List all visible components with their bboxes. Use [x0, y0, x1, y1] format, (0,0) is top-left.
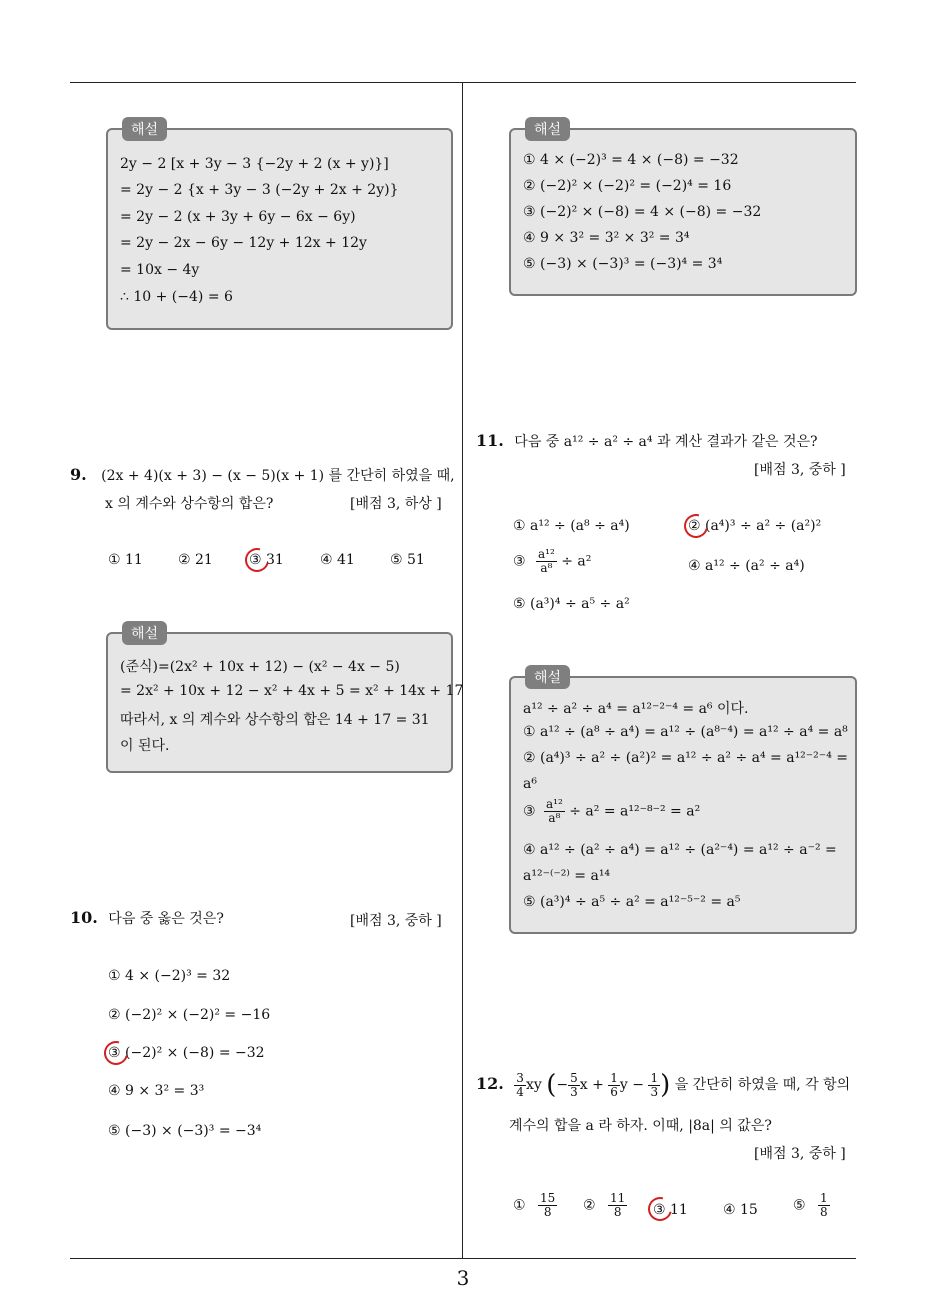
option-2[interactable] [583, 1192, 627, 1219]
option-2[interactable]: ② (a⁴)³ ÷ a² ÷ (a²)² [688, 518, 822, 534]
fraction-denominator: 8 [613, 1205, 622, 1219]
option-rest: ÷ a² [561, 553, 592, 570]
answer-circle-mark [644, 1193, 677, 1226]
solution-box-q9 [106, 626, 464, 773]
fraction-denominator: 3 [570, 1084, 578, 1099]
option-1[interactable]: ① a¹² ÷ (a⁸ ÷ a⁴) [513, 518, 630, 534]
page-number: 3 [456, 1266, 470, 1290]
option-3[interactable] [513, 548, 591, 575]
fraction [538, 1192, 557, 1219]
option-2[interactable]: ② (−2)² × (−2)² = −16 [108, 1007, 271, 1023]
bottom-rule [70, 1258, 856, 1259]
solution-line: ∴ 10 + (−4) = 6 [120, 289, 233, 305]
question-number: 10. [70, 908, 98, 927]
option-label: ② [583, 1197, 596, 1214]
fraction [818, 1192, 830, 1219]
question-points: [배점 3, 중하 ] [350, 913, 442, 929]
fraction-numerator: a¹² [546, 797, 563, 811]
minus-sign: − [556, 1077, 569, 1093]
fraction [568, 1072, 580, 1099]
option-2[interactable]: ② 21 [178, 552, 213, 568]
question-12: 12. $\frac{3}{4}$ xy (− $\frac{5}{3}$ x + $\frac{1}{6}$ y − $\frac{1}{3}$ ) 을 간단히 하였을 때, 각 항의 [476, 1070, 851, 1100]
fraction [648, 1072, 660, 1099]
solution-line: = 2x² + 10x + 12 − x² + 4x + 5 = x² + 14x + 17 [120, 683, 464, 699]
solution-line: a⁶ [523, 776, 537, 792]
solution-line: ④ a¹² ÷ (a² ÷ a⁴) = a¹² ÷ (a²⁻⁴) = a¹² ÷ a⁻² = [523, 842, 837, 858]
solution-line [523, 798, 700, 825]
option-5[interactable] [793, 1192, 830, 1219]
fraction-numerator: a¹² [538, 547, 555, 561]
fraction-numerator: 1 [650, 1070, 659, 1085]
option-4[interactable]: ④ 41 [320, 552, 355, 568]
option-4[interactable]: ④ a¹² ÷ (a² ÷ a⁴) [688, 558, 805, 574]
top-rule [70, 82, 856, 83]
solution-line: 이 된다. [120, 738, 170, 754]
question-term: xy [525, 1077, 542, 1093]
solution-line: ① 4 × (−2)³ = 4 × (−8) = −32 [523, 152, 739, 168]
solution-line: (준식)=(2x² + 10x + 12) − (x² − 4x − 5) [120, 659, 400, 675]
question-text: 다음 중 옳은 것은? [108, 911, 224, 927]
option-3[interactable]: ③ (−2)² × (−8) = −32 [108, 1045, 265, 1061]
fraction-numerator: 5 [570, 1070, 578, 1085]
solution-line: = 2y − 2 (x + 3y + 6y − 6x − 6y) [120, 209, 356, 225]
solution-line: a¹²⁻⁽⁻²⁾ = a¹⁴ [523, 868, 611, 884]
option-5[interactable]: ⑤ 51 [390, 552, 425, 568]
solution-box-q8 [106, 122, 453, 330]
option-3[interactable]: ③ 11 [653, 1202, 688, 1218]
question-points: [배점 3, 중하 ] [754, 462, 846, 478]
solution-line: = 2y − 2x − 6y − 12y + 12x + 12y [120, 235, 367, 251]
question-11 [476, 431, 818, 451]
solution-line: = 2y − 2 {x + 3y − 3 (−2y + 2x + 2y)} [120, 182, 399, 198]
solution-line: = 10x − 4y [120, 262, 200, 278]
fraction-numerator: 15 [540, 1191, 556, 1205]
question-term: x + [579, 1077, 604, 1093]
solution-box-q10 [509, 122, 857, 296]
fraction-numerator: 3 [516, 1070, 524, 1085]
question-number: 9. [70, 465, 87, 484]
question-text: 다음 중 a¹² ÷ a² ÷ a⁴ 과 계산 결과가 같은 것은? [514, 434, 818, 450]
fraction-numerator: 1 [820, 1191, 828, 1205]
question-9-line2: x 의 계수와 상수항의 합은? [105, 496, 274, 512]
option-5[interactable]: ⑤ (a³)⁴ ÷ a⁵ ÷ a² [513, 596, 630, 612]
option-label: ① [513, 1197, 526, 1214]
fraction [544, 798, 565, 825]
option-3[interactable]: ③ 31 [249, 552, 284, 568]
fraction-denominator: a⁸ [540, 561, 553, 575]
question-12-line2: 계수의 합을 a 라 하자. 이때, |8a| 의 값은? [509, 1118, 772, 1134]
fraction [608, 1192, 627, 1219]
fraction-denominator: 3 [650, 1084, 659, 1099]
answer-circle-mark [241, 544, 274, 577]
solution-line: ⑤ (−3) × (−3)³ = (−3)⁴ = 3⁴ [523, 256, 723, 272]
question-term: y − [619, 1077, 644, 1093]
solution-tag: 해설 [122, 117, 167, 141]
solution-tag: 해설 [525, 665, 570, 689]
fraction-numerator: 1 [610, 1070, 618, 1085]
question-points: [배점 3, 하상 ] [350, 496, 442, 512]
option-4[interactable]: ④ 9 × 3² = 3³ [108, 1083, 205, 1099]
question-text: 을 간단히 하였을 때, 각 항의 [674, 1077, 851, 1093]
solution-line: ② (−2)² × (−2)² = (−2)⁴ = 16 [523, 178, 732, 194]
fraction [536, 548, 557, 575]
solution-tag: 해설 [122, 621, 167, 645]
question-number: 11. [476, 431, 504, 450]
solution-line: ② (a⁴)³ ÷ a² ÷ (a²)² = a¹² ÷ a² ÷ a⁴ = a¹²⁻²⁻⁴ = [523, 750, 848, 766]
question-text: (2x + 4)(x + 3) − (x − 5)(x + 1) 를 간단히 하였을 때, [101, 468, 455, 484]
answer-circle-mark [680, 510, 713, 543]
solution-line: ③ (−2)² × (−8) = 4 × (−8) = −32 [523, 204, 762, 220]
option-label: ③ [513, 553, 526, 570]
fraction-denominator: a⁸ [548, 811, 561, 825]
solution-line: a¹² ÷ a² ÷ a⁴ = a¹²⁻²⁻⁴ = a⁶ 이다. [523, 701, 749, 717]
solution-line: ⑤ (a³)⁴ ÷ a⁵ ÷ a² = a¹²⁻⁵⁻² = a⁵ [523, 894, 741, 910]
question-10 [70, 908, 224, 928]
solution-line: ④ 9 × 3² = 3² × 3² = 3⁴ [523, 230, 690, 246]
answer-circle-mark [100, 1037, 133, 1070]
option-1[interactable] [513, 1192, 557, 1219]
fraction-denominator: 4 [516, 1084, 524, 1099]
fraction-numerator: 11 [610, 1191, 626, 1205]
solution-line: 2y − 2 [x + 3y − 3 {−2y + 2 (x + y)}] [120, 156, 389, 172]
option-1[interactable]: ① 4 × (−2)³ = 32 [108, 968, 231, 984]
question-points: [배점 3, 중하 ] [754, 1146, 846, 1162]
solution-label: ③ [523, 803, 536, 820]
solution-line: 따라서, x 의 계수와 상수항의 합은 14 + 17 = 31 [120, 712, 430, 728]
fraction [608, 1072, 620, 1099]
solution-box-q11 [509, 670, 857, 934]
solution-line: ① a¹² ÷ (a⁸ ÷ a⁴) = a¹² ÷ (a⁸⁻⁴) = a¹² ÷ a⁴ = a⁸ [523, 724, 848, 740]
question-number: 12. [476, 1074, 504, 1093]
option-label: ⑤ [793, 1197, 806, 1214]
fraction [514, 1072, 526, 1099]
fraction-denominator: 6 [610, 1084, 618, 1099]
column-divider [462, 82, 463, 1258]
option-4[interactable]: ④ 15 [723, 1202, 758, 1218]
fraction-denominator: 8 [820, 1205, 828, 1219]
option-1[interactable]: ① 11 [108, 552, 143, 568]
option-5[interactable]: ⑤ (−3) × (−3)³ = −3⁴ [108, 1123, 262, 1139]
solution-rest: ÷ a² = a¹²⁻⁸⁻² = a² [569, 803, 701, 820]
fraction-denominator: 8 [543, 1205, 552, 1219]
solution-tag: 해설 [525, 117, 570, 141]
question-9 [70, 465, 455, 485]
